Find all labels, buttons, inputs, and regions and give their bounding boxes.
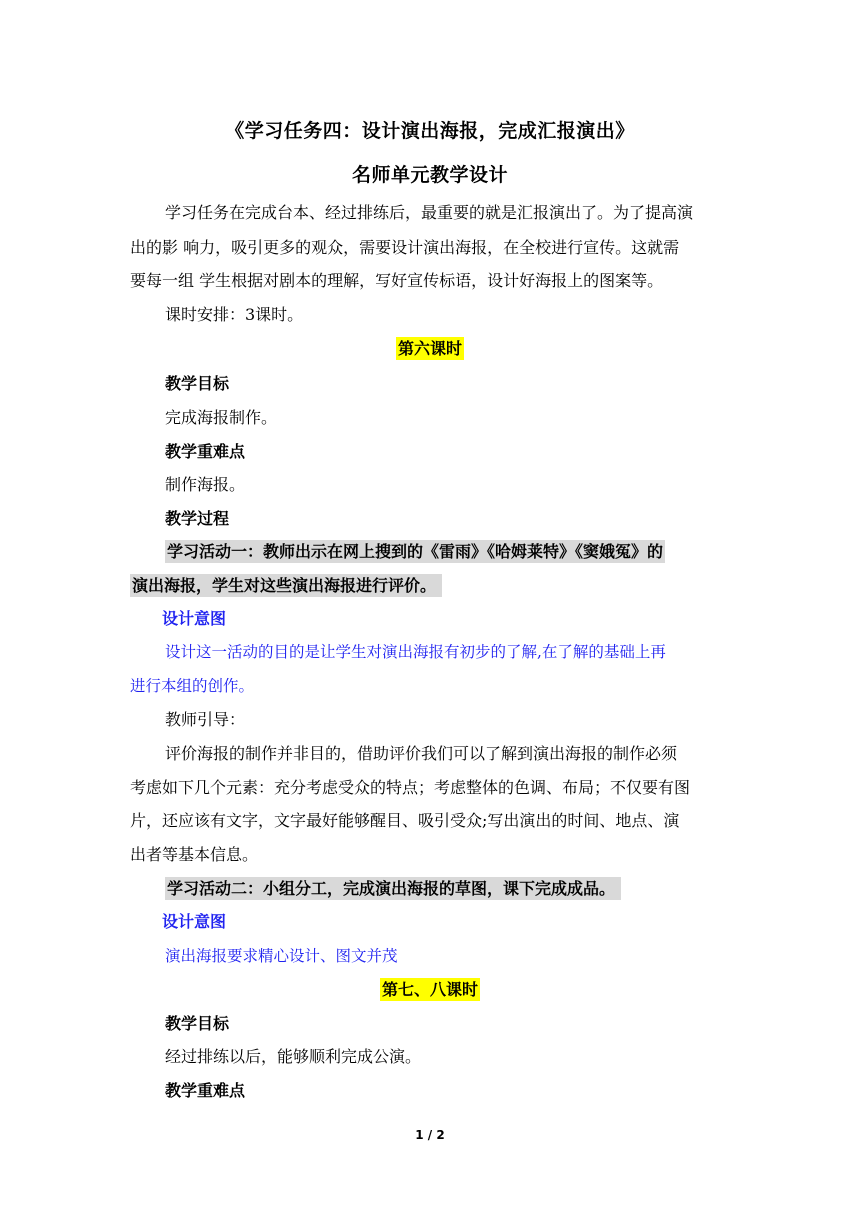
lesson6-goal-label: 教学目标: [165, 374, 230, 393]
lesson6-key-label: 教学重难点: [165, 442, 246, 461]
activity1-line-2-row: [130, 575, 740, 597]
lesson78-heading-row: [0, 979, 860, 1001]
guide-line-1: 评价海报的制作并非目的，借助评价我们可以了解到演出海报的制作必须: [165, 744, 678, 763]
lesson6-key: 制作海报。: [165, 475, 246, 494]
intro-line-3: 要每一组 学生根据对剧本的理解，写好宣传标语，设计好海报上的图案等。: [130, 271, 664, 290]
lesson6-goal: 完成海报制作。: [165, 408, 278, 427]
intent-line-1: 设计这一活动的目的是让学生对演出海报有初步的了解,在了解的基础上再: [165, 643, 666, 661]
activity1-line-1: 学习活动一：教师出示在网上搜到的《雷雨》《哈姆莱特》《窦娥冤》的: [167, 542, 664, 561]
activity1-line-1-row: [165, 541, 775, 563]
intent-label: 设计意图: [162, 609, 227, 628]
intro-line-2: 出的影 响力，吸引更多的观众，需要设计演出海报，在全校进行宣传。这就需: [130, 238, 680, 257]
lesson6-process-label: 教学过程: [165, 509, 230, 528]
activity2-row: [165, 878, 775, 900]
intent-line-2: 进行本组的创作。: [130, 677, 255, 695]
schedule-text: 课时安排：3课时。: [165, 305, 304, 324]
guide-line-3: 片，还应该有文字，文字最好能够醒目、吸引受众;写出演出的时间、地点、演: [130, 811, 680, 830]
lesson78-goal-label: 教学目标: [165, 1014, 230, 1033]
lesson78-key-label: 教学重难点: [165, 1081, 246, 1100]
activity1-line-2: 演出海报，学生对这些演出海报进行评价。: [132, 576, 437, 595]
intro-line-1: 学习任务在完成台本、经过排练后，最重要的就是汇报演出了。为了提高演: [165, 203, 694, 222]
lesson78-goal: 经过排练以后，能够顺利完成公演。: [165, 1047, 422, 1066]
lesson6-heading: 第六课时: [397, 339, 462, 358]
lesson78-heading: 第七、八课时: [381, 980, 478, 999]
intent2-label: 设计意图: [162, 912, 227, 931]
document-subtitle: 名师单元教学设计: [351, 164, 508, 186]
document-title: 《学习任务四：设计演出海报，完成汇报演出》: [225, 120, 635, 142]
intent2-text: 演出海报要求精心设计、图文并茂: [165, 947, 398, 965]
guide-line-4: 出者等基本信息。: [130, 845, 259, 864]
activity2-text: 学习活动二：小组分工，完成演出海报的草图，课下完成成品。: [167, 879, 616, 898]
guide-line-2: 考虑如下几个元素：充分考虑受众的特点；考虑整体的色调、布局；不仅要有图: [130, 778, 691, 797]
page-number: 1 / 2: [415, 1128, 445, 1142]
lesson6-heading-row: [0, 338, 860, 360]
guide-label: 教师引导：: [165, 710, 246, 729]
